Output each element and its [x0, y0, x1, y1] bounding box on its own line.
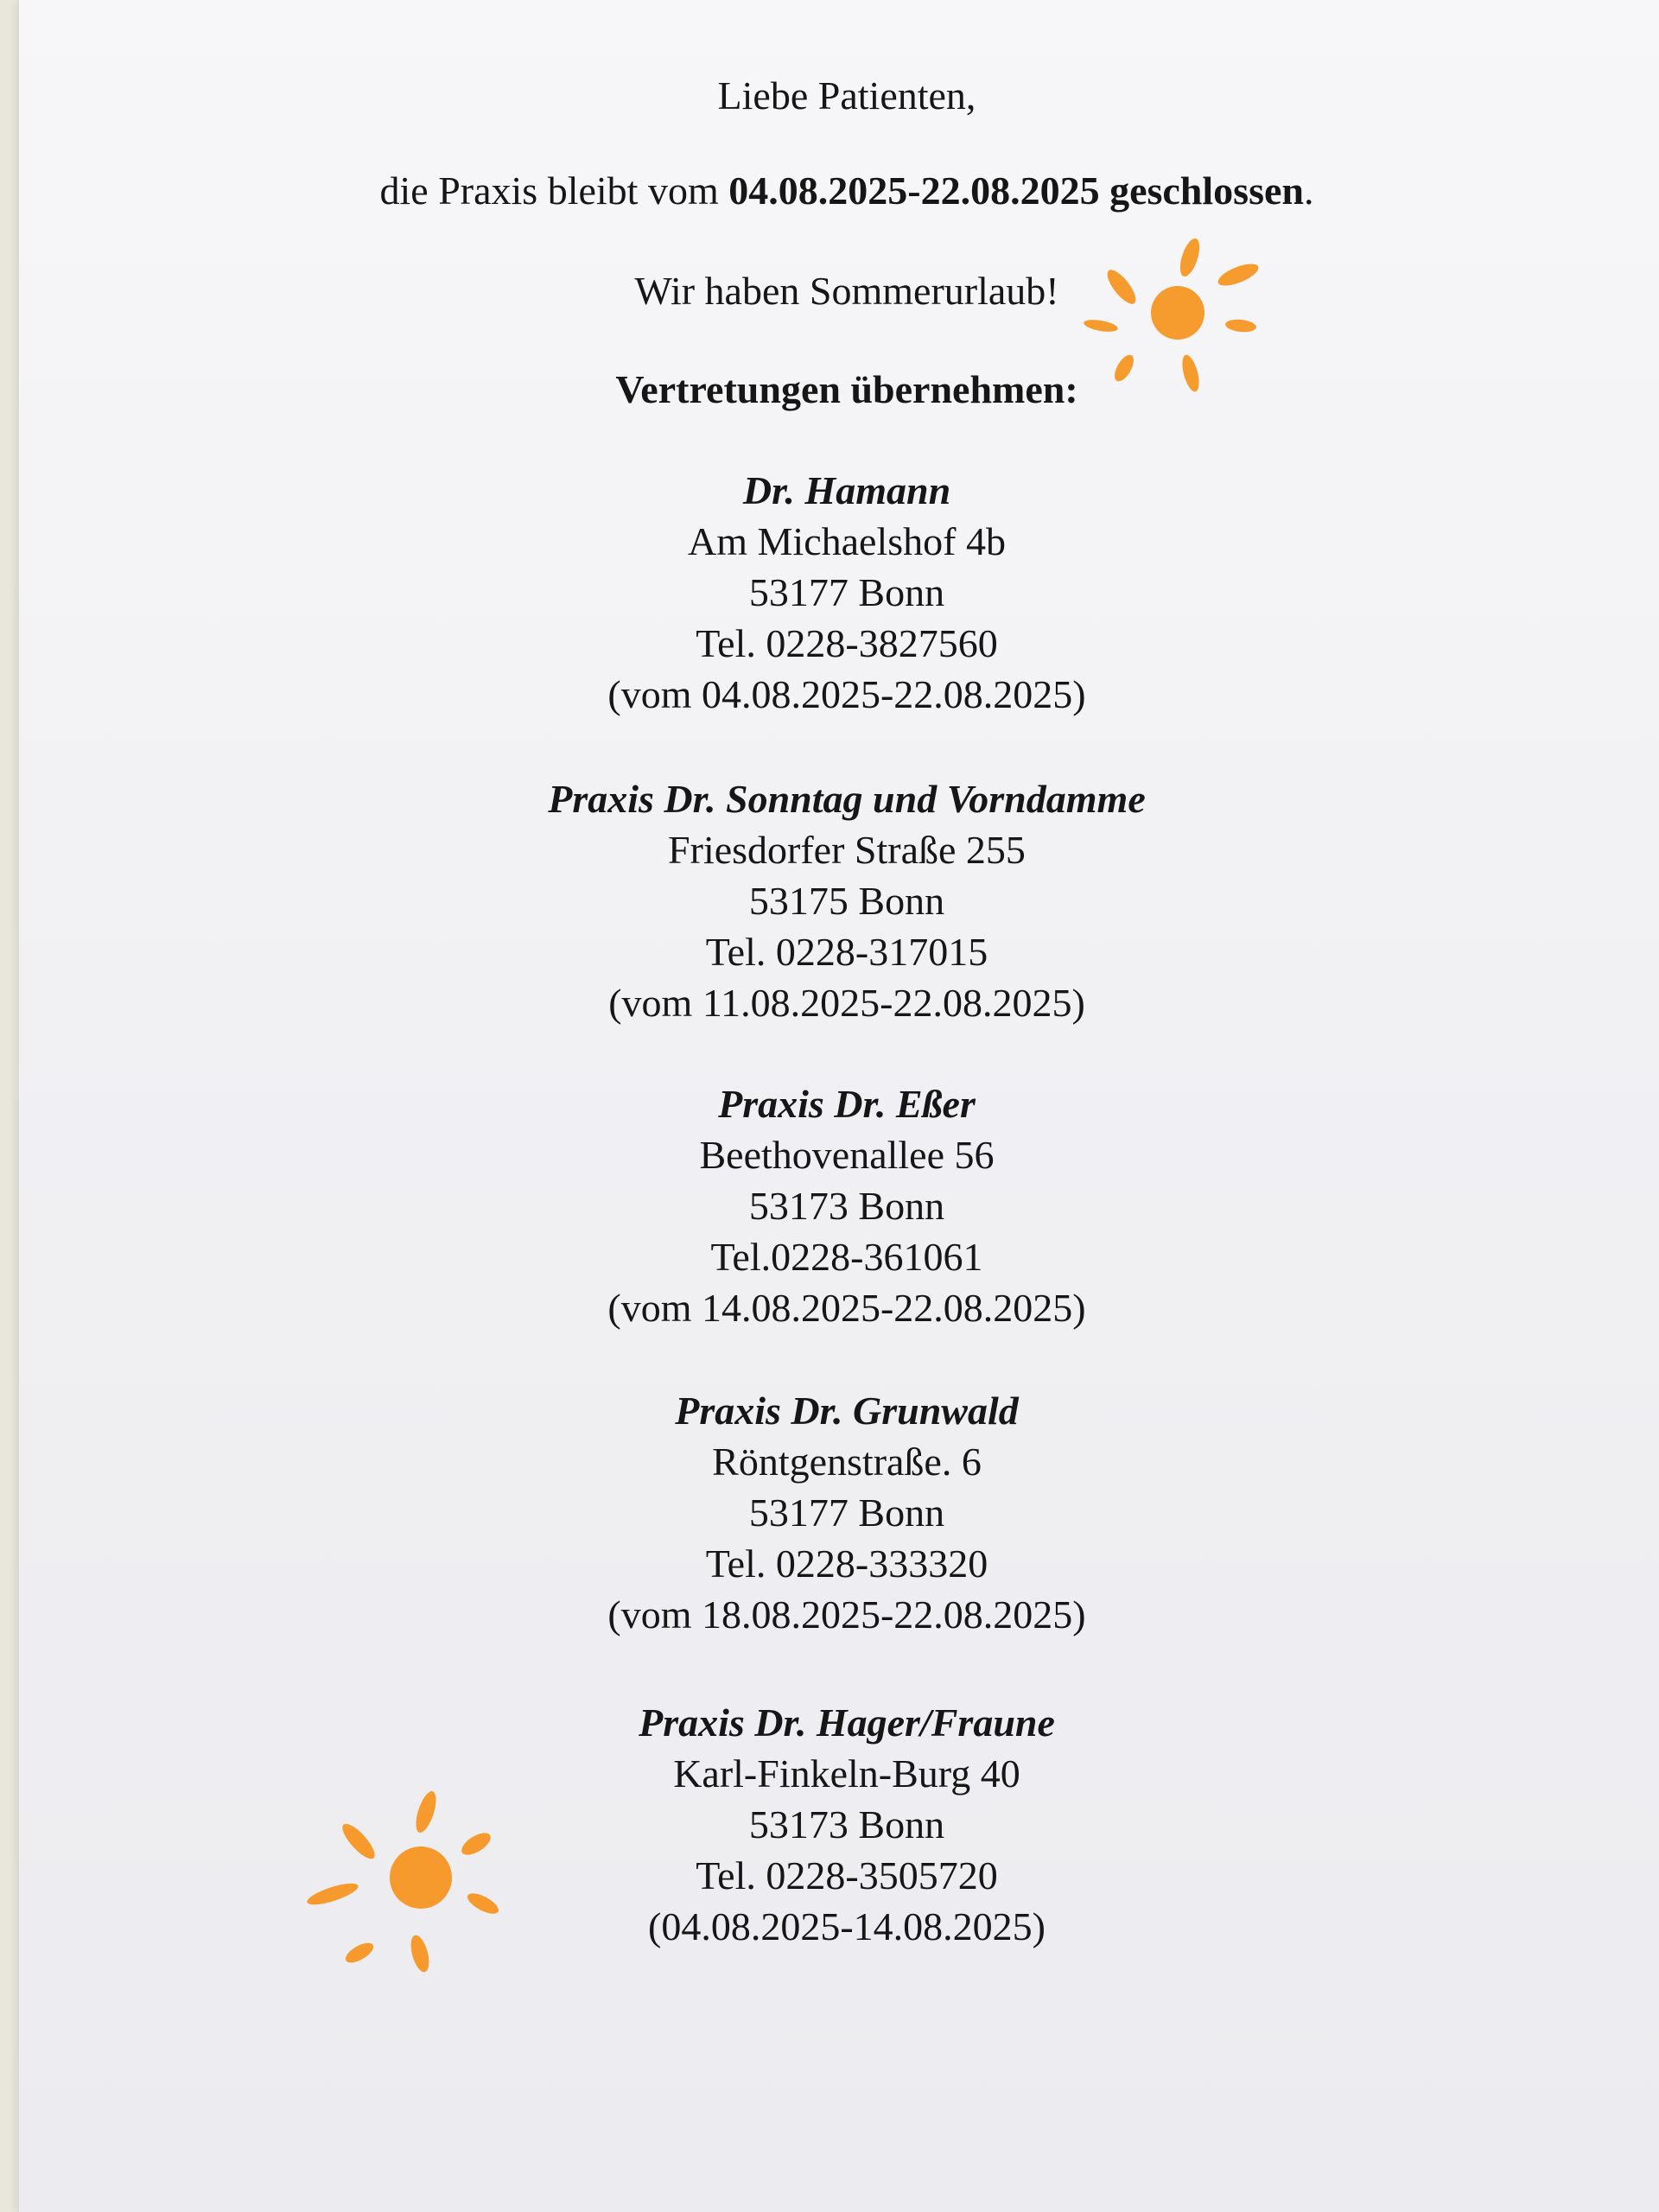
substitute-street: Röntgenstraße. 6 [712, 1440, 982, 1484]
substitute-period: (vom 14.08.2025-22.08.2025) [607, 1286, 1086, 1330]
sun-icon [298, 1784, 514, 1983]
substitute-phone: Tel. 0228-3505720 [696, 1853, 998, 1897]
substitute-phone: Tel. 0228-333320 [705, 1541, 988, 1586]
substitute-name: Praxis Dr. Grunwald [675, 1389, 1019, 1433]
substitute-street: Am Michaelshof 4b [688, 519, 1006, 563]
closure-line [0, 166, 1659, 216]
substitute-city: 53173 Bonn [748, 1184, 945, 1228]
substitute-name: Dr. Hamann [742, 468, 951, 512]
substitute-street: Friesdorfer Straße 255 [668, 828, 1026, 872]
substitutes-heading: Vertretungen übernehmen: [615, 367, 1078, 411]
vacation-line: Wir haben Sommerurlaub! [634, 269, 1059, 313]
substitute-period: (vom 04.08.2025-22.08.2025) [607, 672, 1086, 716]
substitute-name: Praxis Dr. Sonntag und Vorndamme [548, 777, 1146, 821]
substitute-phone: Tel. 0228-317015 [705, 930, 988, 974]
substitute-city: 53177 Bonn [748, 1491, 945, 1535]
substitute-name: Praxis Dr. Hager/Fraune [639, 1700, 1055, 1745]
substitute-city: 53175 Bonn [748, 879, 945, 923]
substitute-city: 53173 Bonn [748, 1802, 945, 1847]
closure-prefix: die Praxis bleibt vom [379, 168, 729, 213]
substitute-phone: Tel. 0228-3827560 [696, 621, 998, 665]
substitute-city: 53177 Bonn [748, 570, 945, 614]
closure-dates: 04.08.2025-22.08.2025 geschlossen [728, 168, 1304, 213]
closure-suffix: . [1303, 168, 1314, 213]
substitute-period: (04.08.2025-14.08.2025) [648, 1904, 1046, 1948]
substitute-period: (vom 11.08.2025-22.08.2025) [608, 981, 1085, 1025]
substitute-street: Beethovenallee 56 [699, 1133, 995, 1177]
substitute-period: (vom 18.08.2025-22.08.2025) [607, 1592, 1086, 1637]
substitute-phone: Tel.0228-361061 [710, 1235, 983, 1279]
sun-icon [1071, 226, 1270, 399]
greeting: Liebe Patienten, [717, 73, 976, 118]
substitute-name: Praxis Dr. Eßer [718, 1082, 976, 1126]
substitute-street: Karl-Finkeln-Burg 40 [673, 1751, 1020, 1796]
